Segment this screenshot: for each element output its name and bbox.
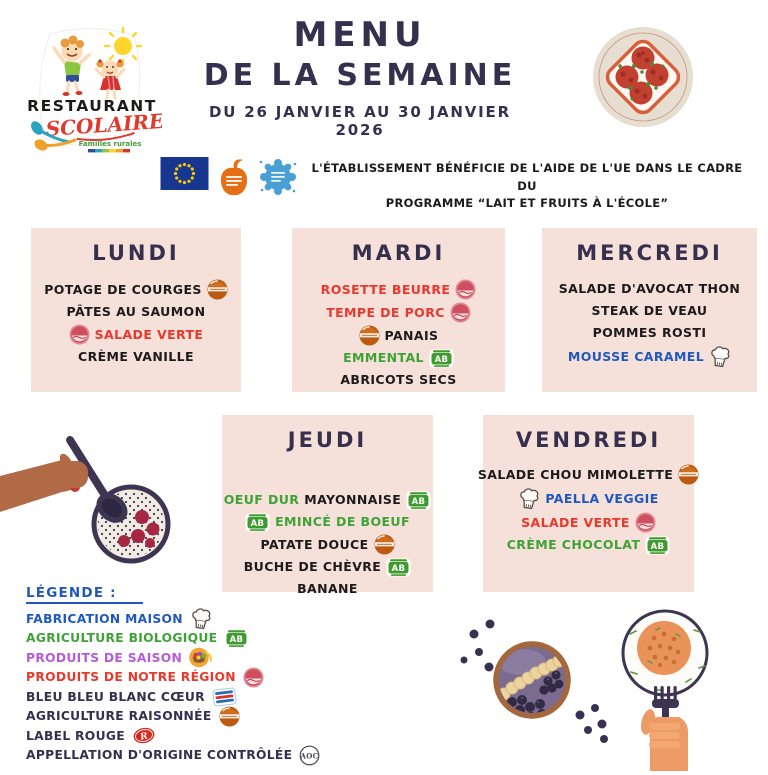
menu-item <box>340 370 456 390</box>
menu-item-text: MAYONNAISE <box>304 492 402 507</box>
day-items <box>477 464 694 555</box>
page-title-line2: DE LA SEMAINE <box>203 58 517 93</box>
svg-text:R: R <box>139 731 150 743</box>
legend <box>26 582 326 765</box>
menu-item-text: STEAK DE VEAU <box>591 303 708 318</box>
legend-item-label: FABRICATION MAISON <box>26 611 183 626</box>
region-badge-icon <box>69 324 90 345</box>
menu-item-text: PAELLA VEGGIE <box>545 490 659 506</box>
svg-text:AB: AB <box>650 541 665 552</box>
day-card-lundi <box>31 228 241 392</box>
legend-item <box>26 609 326 629</box>
legend-item-label: LABEL ROUGE <box>26 728 125 743</box>
menu-item <box>518 487 658 510</box>
region-badge-icon <box>635 512 656 533</box>
fork-hand-illustration <box>598 606 733 775</box>
chef-hat-icon <box>709 345 731 368</box>
blueberry-bowl-illustration <box>452 612 622 761</box>
milk-program-icon <box>259 157 297 201</box>
day-title: VENDREDI <box>515 428 662 452</box>
hand-spoon-bowl-illustration <box>0 424 185 576</box>
svg-text:AB: AB <box>250 518 265 529</box>
menu-item <box>592 301 708 321</box>
menu-item-text: MOUSSE CARAMEL <box>567 348 705 364</box>
eu-program-notice <box>311 160 743 213</box>
date-range: DU 26 JANVIER AU 30 JANVIER 2026 <box>209 103 511 139</box>
menu-item <box>593 323 707 343</box>
saison-badge-icon <box>189 647 212 668</box>
legend-item-label: AGRICULTURE BIOLOGIQUE <box>26 631 218 646</box>
legend-items <box>26 609 326 765</box>
menu-item-text: TEMPE DE PORC <box>326 304 445 320</box>
raisonnee-badge-icon <box>219 706 240 727</box>
menu-item <box>44 279 228 300</box>
menu-item-text: EMMENTAL <box>343 350 424 365</box>
logo-color-bar <box>88 149 130 152</box>
menu-item <box>326 302 471 323</box>
aoc-badge-icon <box>299 745 320 766</box>
menu-item <box>321 279 477 300</box>
day-title: MERCREDI <box>576 241 723 265</box>
svg-text:AB: AB <box>434 354 449 365</box>
menu-item-text: CRÈME CHOCOLAT <box>506 537 641 552</box>
menu-item-text: SALADE VERTE <box>521 514 630 530</box>
restaurant-scolaire-logo <box>22 24 162 158</box>
eu-notice-line2: PROGRAMME “LAIT ET FRUITS À L'ÉCOLE” <box>385 196 669 210</box>
legend-item-label: PRODUITS DE SAISON <box>26 650 183 665</box>
svg-text:AOC: AOC <box>300 751 319 761</box>
menu-item-text: BUCHE DE CHÈVRE <box>243 559 382 574</box>
chef-hat-icon <box>518 487 540 510</box>
legend-item <box>26 687 326 707</box>
eu-flag-icon <box>160 157 209 194</box>
menu-item-text: SALADE VERTE <box>94 326 204 342</box>
menu-item-text: ABRICOTS SECS <box>340 372 457 387</box>
legend-item <box>26 707 326 727</box>
legend-item <box>26 746 326 766</box>
bbc-badge-icon <box>212 687 237 707</box>
eu-program-row <box>160 157 743 213</box>
day-items <box>292 279 505 390</box>
menu-item-text: PÂTES AU SAUMON <box>66 304 206 319</box>
raisonnee-badge-icon <box>678 464 699 485</box>
legend-item-label: PRODUITS DE NOTRE RÉGION <box>26 670 236 685</box>
logo-footer: Familles rurales <box>78 140 142 148</box>
region-badge-icon <box>450 302 471 323</box>
logo-line1: RESTAURANT <box>27 97 157 115</box>
menu-item <box>224 490 432 510</box>
svg-text:AB: AB <box>391 563 406 574</box>
raisonnee-badge-icon <box>374 534 395 555</box>
menu-item-text: SALADE D'AVOCAT THON <box>558 281 741 296</box>
day-card-vendredi <box>477 415 694 592</box>
menu-header <box>192 14 528 139</box>
ab-badge-icon <box>406 491 431 510</box>
menu-item-text: SALADE CHOU MIMOLETTE <box>477 466 674 482</box>
day-card-mercredi <box>542 228 757 392</box>
menu-item-text: ROSETTE BEURRE <box>320 281 451 297</box>
day-items <box>31 279 241 367</box>
menu-item-text: BANANE <box>297 581 358 596</box>
legend-item <box>26 726 326 746</box>
menu-item <box>507 535 671 555</box>
menu-item-text: OEUF DUR <box>223 492 300 507</box>
fruits-program-icon <box>217 157 251 201</box>
menu-item <box>521 512 656 533</box>
legend-title: LÉGENDE : <box>26 585 143 604</box>
day-items <box>542 279 757 368</box>
legend-item-label: APPELLATION D'ORIGINE CONTRÔLÉE <box>26 748 293 763</box>
label-rouge-badge-icon <box>132 726 156 745</box>
menu-item <box>359 325 439 346</box>
menu-item <box>245 512 410 532</box>
menu-item <box>244 557 411 577</box>
menu-item <box>568 345 731 368</box>
menu-item-text: CRÈME VANILLE <box>78 349 194 364</box>
menu-item <box>78 347 194 367</box>
region-badge-icon <box>455 279 476 300</box>
legend-item <box>26 648 326 668</box>
day-title: JEUDI <box>287 428 368 452</box>
chef-hat-icon <box>190 607 212 630</box>
raisonnee-badge-icon <box>359 325 380 346</box>
svg-text:AB: AB <box>411 496 426 507</box>
ab-badge-icon <box>386 558 411 577</box>
svg-text:AB: AB <box>230 634 244 645</box>
menu-item-text: PANAIS <box>384 327 439 343</box>
menu-item <box>478 464 699 485</box>
menu-item <box>559 279 741 299</box>
day-title: MARDI <box>351 241 446 265</box>
ab-badge-icon <box>429 349 454 368</box>
day-title: LUNDI <box>92 241 180 265</box>
menu-item-text: POTAGE DE COURGES <box>44 281 202 297</box>
region-badge-icon <box>243 667 264 688</box>
ab-badge-icon <box>245 513 270 532</box>
menu-item <box>260 534 394 555</box>
ab-badge-icon <box>224 629 249 648</box>
menu-item-text: PATATE DOUCE <box>260 536 369 552</box>
day-card-mardi <box>292 228 505 392</box>
page-title-line1: MENU <box>293 15 427 55</box>
menu-item <box>69 324 204 345</box>
logo-line2: SCOLAIRE <box>44 108 162 142</box>
menu-item <box>343 348 454 368</box>
legend-item-label: AGRICULTURE RAISONNÉE <box>26 709 212 724</box>
legend-item-label: BLEU BLEU BLANC CŒUR <box>26 689 205 704</box>
menu-item <box>67 302 206 322</box>
menu-item-text: EMINCÉ DE BOEUF <box>275 514 410 529</box>
raisonnee-badge-icon <box>207 279 228 300</box>
day-card-jeudi <box>222 415 433 596</box>
menu-item-text: POMMES ROSTI <box>592 325 707 340</box>
tomato-toast-illustration <box>590 24 696 134</box>
legend-item <box>26 668 326 688</box>
eu-notice-line1: L'ÉTABLISSEMENT BÉNÉFICIE DE L'AIDE DE L'UE DANS LE CADRE DU <box>311 161 743 193</box>
legend-item <box>26 629 326 649</box>
ab-badge-icon <box>645 536 670 555</box>
